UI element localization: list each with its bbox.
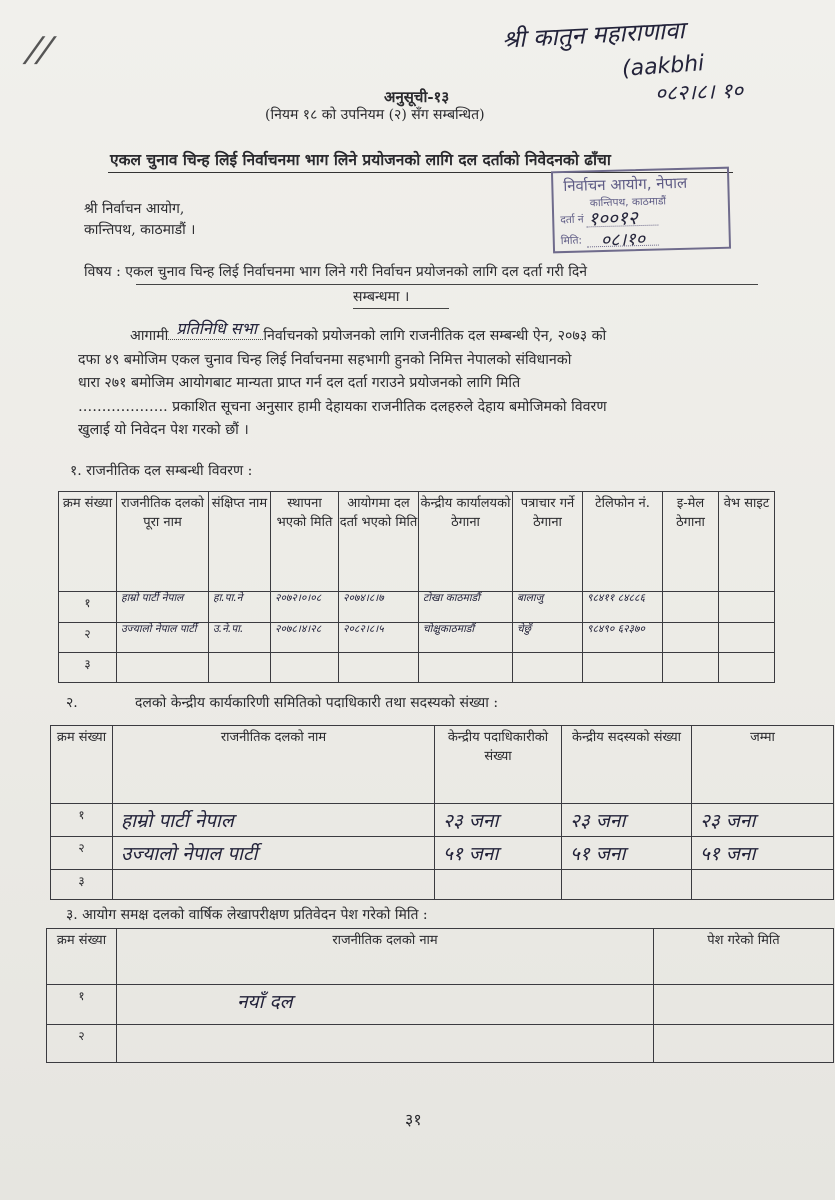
t3-r2-name: [117, 1025, 654, 1063]
t2-r1-name: हाम्रो पार्टी नेपाल: [113, 804, 435, 837]
t2-r3-sn: ३: [51, 870, 113, 900]
table1-header-row: [59, 492, 775, 592]
t1-header-postal: पत्राचार गर्ने ठेगाना: [513, 492, 583, 592]
form-title: एकल चुनाव चिन्ह लिई निर्वाचनमा भाग लिने प्रयोजनको लागि दल दर्ताको निवेदनको ढाँचा: [110, 150, 611, 169]
t2-header-members: केन्द्रीय सदस्यको संख्या: [562, 726, 692, 804]
body-line1-pre: आगामी: [130, 328, 169, 344]
table-row: [47, 985, 834, 1025]
audit-report-table: [46, 928, 834, 1063]
subject-line1: विषय : एकल चुनाव चिन्ह लिई निर्वाचनमा भाग लिने गरी निर्वाचन प्रयोजनको लागि दल दर्ता गरी दिने: [84, 264, 588, 280]
body-line1-post: निर्वाचनको प्रयोजनको लागि राजनीतिक दल सम्बन्धी ऐन, २०७३ को: [263, 328, 607, 344]
t1-r3-email: [663, 653, 719, 683]
section2-number: २.: [66, 695, 78, 711]
t1-r2-office: चोक्षुकाठमाडौं: [419, 623, 513, 653]
t1-header-short: संक्षिप्त नाम: [209, 492, 271, 592]
t2-r2-sn: २: [51, 837, 113, 870]
body-line5: खुलाई यो निवेदन पेश गरको छौं ।: [78, 422, 249, 438]
body-line4: ………………. प्रकाशित सूचना अनुसार हामी देहायका राजनीतिक दलहरुले देहाय बमोजिमको विवरण: [78, 398, 607, 415]
party-details-table: [58, 491, 775, 683]
t1-r2-phone: ९८४९० ६२३७०: [583, 623, 663, 653]
t1-r3-office: [419, 653, 513, 683]
t1-r1-name: हाम्रो पार्टी नेपाल: [117, 592, 209, 623]
t2-r2-total: ५१ जना: [692, 837, 834, 870]
t3-r2-date: [654, 1025, 834, 1063]
t2-r3-name: [113, 870, 435, 900]
t3-r2-sn: २: [47, 1025, 117, 1063]
table-row: [51, 870, 834, 900]
t2-r2-name: उज्यालो नेपाल पार्टी: [113, 837, 435, 870]
t1-r1-email: [663, 592, 719, 623]
subject-underline1: [136, 284, 758, 285]
t1-r2-reg: २०८२।८।५: [339, 623, 419, 653]
t1-r1-est: २०७२।०।०८: [271, 592, 339, 623]
schedule-subtitle: (नियम १८ को उपनियम (२) सँग सम्बन्धित): [265, 107, 485, 123]
t3-r1-sn: १: [47, 985, 117, 1025]
t1-header-web: वेभ साइट: [719, 492, 775, 592]
addressee-line2: कान्तिपथ, काठमाडौं ।: [84, 222, 196, 238]
t1-r1-sn: १: [59, 592, 117, 623]
page-number: ३१: [405, 1110, 422, 1129]
t1-r2-sn: २: [59, 623, 117, 653]
stamp-org: निर्वाचन आयोग, नेपाल: [563, 173, 688, 196]
margin-mark: //: [23, 30, 56, 70]
schedule-title: अनुसूची-१३: [384, 88, 450, 106]
t2-header-sn: क्रम संख्या: [51, 726, 113, 804]
t1-r3-name: [117, 653, 209, 683]
handwritten-header-line2: (aakbhi: [621, 51, 706, 82]
t1-r2-short: उ.ने.पा.: [209, 623, 271, 653]
committee-table: [50, 725, 834, 900]
t3-header-sn: क्रम संख्या: [47, 929, 117, 985]
t1-r2-est: २०७८।४।२८: [271, 623, 339, 653]
stamp-date-value: ०८।१०: [600, 228, 646, 252]
body-line1: [78, 319, 768, 349]
t2-r3-officials: [435, 870, 562, 900]
table3-header-row: [47, 929, 834, 985]
t2-header-officials: केन्द्रीय पदाधिकारीको संख्या: [435, 726, 562, 804]
t3-r1-name: नयाँ दल: [117, 985, 654, 1025]
t1-r3-phone: [583, 653, 663, 683]
t2-r3-total: [692, 870, 834, 900]
stamp-reg-label: दर्ता नं: [560, 213, 584, 227]
t2-r1-total: २३ जना: [692, 804, 834, 837]
t1-r1-postal: बालाजु: [513, 592, 583, 623]
table-row: [51, 837, 834, 870]
t1-r1-web: [719, 592, 775, 623]
t1-r1-reg: २०७४।८।७: [339, 592, 419, 623]
table-row: [59, 623, 775, 653]
t1-header-registered: आयोगमा दल दर्ता भएको मिति: [339, 492, 419, 592]
t3-header-name: राजनीतिक दलको नाम: [117, 929, 654, 985]
t2-r3-members: [562, 870, 692, 900]
table-row: [51, 804, 834, 837]
table-row: [59, 592, 775, 623]
t1-r2-postal: चेछुँ: [513, 623, 583, 653]
t1-r3-est: [271, 653, 339, 683]
election-name-field: [168, 319, 263, 340]
t2-r2-officials: ५१ जना: [435, 837, 562, 870]
t2-header-name: राजनीतिक दलको नाम: [113, 726, 435, 804]
table-row: [47, 1025, 834, 1063]
election-name-value: प्रतिनिधि सभा: [176, 319, 257, 338]
t2-r1-officials: २३ जना: [435, 804, 562, 837]
body-line3: धारा २७१ बमोजिम आयोगबाट मान्यता प्राप्त गर्न दल दर्ता गराउने प्रयोजनको लागि मिति: [78, 375, 521, 391]
body-line2: दफा ४९ बमोजिम एकल चुनाव चिन्ह लिई निर्वाचनमा सहभागी हुनको निमित्त नेपालको संविधानको: [78, 351, 572, 368]
stamp-reg-number: १००१२: [587, 207, 638, 231]
t2-r2-members: ५१ जना: [562, 837, 692, 870]
addressee-line1: श्री निर्वाचन आयोग,: [84, 201, 185, 217]
subject-underline2: [353, 308, 449, 309]
t1-header-sn: क्रम संख्या: [59, 492, 117, 592]
t3-r1-date: [654, 985, 834, 1025]
t2-r1-members: २३ जना: [562, 804, 692, 837]
registration-stamp: [551, 167, 731, 254]
t2-r1-sn: १: [51, 804, 113, 837]
section3-heading: ३. आयोग समक्ष दलको वार्षिक लेखापरीक्षण प्रतिवेदन पेश गरेको मिति :: [66, 907, 428, 923]
t1-r3-web: [719, 653, 775, 683]
t1-r2-web: [719, 623, 775, 653]
section1-heading: १. राजनीतिक दल सम्बन्धी विवरण :: [70, 463, 253, 479]
table2-header-row: [51, 726, 834, 804]
t1-r3-reg: [339, 653, 419, 683]
t1-r1-short: हा.पा.ने: [209, 592, 271, 623]
t1-r1-office: टोखा काठमाडौं: [419, 592, 513, 623]
table-row: [59, 653, 775, 683]
t1-r2-name: उज्यालो नेपाल पार्टी: [117, 623, 209, 653]
t2-header-total: जम्मा: [692, 726, 834, 804]
t1-header-established: स्थापना भएको मिति: [271, 492, 339, 592]
t1-header-phone: टेलिफोन नं.: [583, 492, 663, 592]
t1-r1-phone: ९८४११ ८४८८६: [583, 592, 663, 623]
t1-header-office: केन्द्रीय कार्यालयको ठेगाना: [419, 492, 513, 592]
subject-line2: सम्बन्धमा ।: [353, 289, 410, 305]
t1-header-fullname: राजनीतिक दलको पूरा नाम: [117, 492, 209, 592]
section2-heading: दलको केन्द्रीय कार्यकारिणी समितिको पदाधिकारी तथा सदस्यको संख्या :: [135, 695, 499, 711]
t1-r2-email: [663, 623, 719, 653]
stamp-location: कान्तिपथ, काठमाडौं: [589, 195, 667, 210]
handwritten-header-line1: श्री कातुन महाराणावा: [501, 16, 686, 54]
t1-header-email: इ-मेल ठेगाना: [663, 492, 719, 592]
application-body: [78, 319, 768, 443]
t3-header-date: पेश गरेको मिति: [654, 929, 834, 985]
stamp-date-label: मिति:: [560, 234, 583, 248]
t1-r3-sn: ३: [59, 653, 117, 683]
t1-r3-short: [209, 653, 271, 683]
t1-r3-postal: [513, 653, 583, 683]
handwritten-header-line3: ०८२।८। १०: [654, 78, 744, 106]
